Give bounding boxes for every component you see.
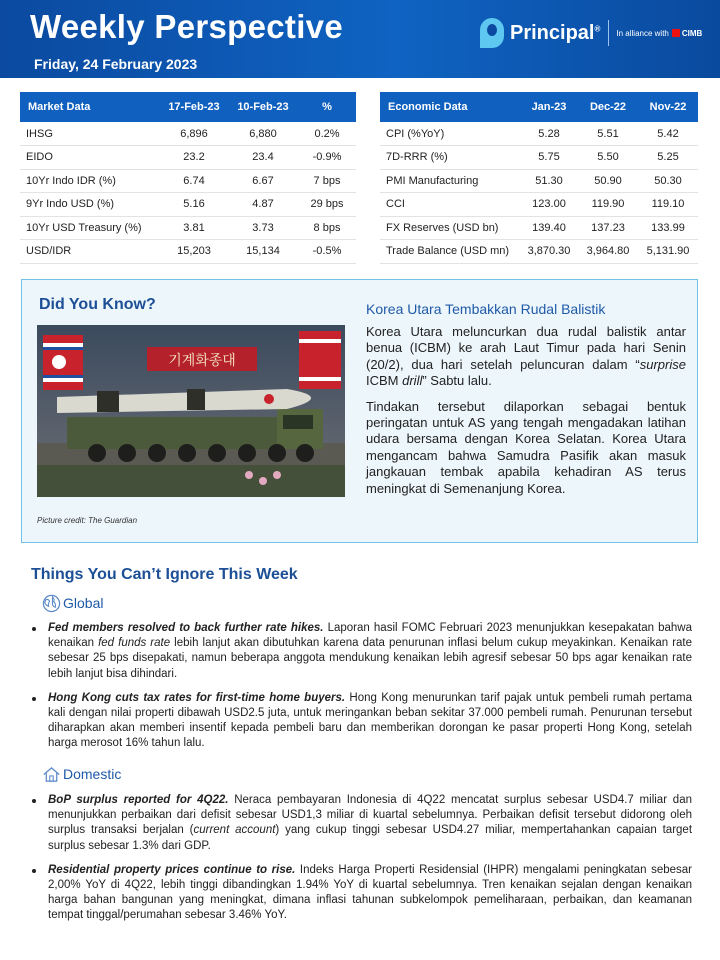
table-row xyxy=(20,216,356,240)
table-row xyxy=(20,122,356,146)
table-cell: USD/IDR xyxy=(20,240,160,264)
header-banner xyxy=(0,0,720,78)
table-cell: 133.99 xyxy=(638,216,698,240)
brand-logo-group xyxy=(480,16,702,50)
text-span: current account xyxy=(193,824,276,837)
missile-parade-illustration xyxy=(37,325,345,497)
text-span: ICBM xyxy=(366,373,403,389)
table-row xyxy=(20,240,356,264)
globe-icon xyxy=(42,594,61,613)
table-cell: 5.51 xyxy=(578,122,638,146)
table-header-cell: 10-Feb-23 xyxy=(228,92,298,122)
did-you-know-heading: Did You Know? xyxy=(39,296,156,313)
market-data-table xyxy=(20,92,356,264)
table-cell: 3.81 xyxy=(160,216,228,240)
list-item xyxy=(30,621,692,682)
list-item xyxy=(30,863,692,924)
table-cell: 5.16 xyxy=(160,193,228,217)
section-title: Things You Can’t Ignore This Week xyxy=(31,566,298,583)
news-lead: Hong Kong cuts tax rates for first-time home buyers. xyxy=(48,691,346,704)
table-cell: 5.50 xyxy=(578,146,638,170)
table-cell: 3.73 xyxy=(228,216,298,240)
category-label: Global xyxy=(63,595,104,611)
table-cell: PMI Manufacturing xyxy=(380,169,520,193)
table-cell: Trade Balance (USD mn) xyxy=(380,240,520,264)
table-cell: 23.4 xyxy=(228,146,298,170)
category-domestic xyxy=(42,764,121,784)
missile-parade-photo xyxy=(37,325,345,497)
text-span: surprise xyxy=(639,356,686,372)
table-cell: -0.5% xyxy=(298,240,356,264)
table-cell: 15,134 xyxy=(228,240,298,264)
table-header-cell: Jan-23 xyxy=(520,92,578,122)
category-global xyxy=(42,593,103,613)
principal-logo-icon xyxy=(480,18,504,48)
text-span: ) yang cukup tinggi sebesar USD4.27 miliar, mempertahankan capaian target surplus sebesar 1.3% dari GDP. xyxy=(48,824,693,852)
alliance-partner: CIMB xyxy=(681,28,703,38)
table-row xyxy=(380,169,698,193)
photo-credit: Picture credit: The Guardian xyxy=(37,516,138,525)
text-span: Korea Utara meluncurkan dua rudal balistik antar benua (ICBM) ke arah Laut Timur pada hari Senin (20/2), dua hari setelah peluncuran dalam “ xyxy=(366,324,686,372)
category-label: Domestic xyxy=(63,766,122,782)
news-lead: Residential property prices continue to rise. xyxy=(48,863,296,876)
table-row xyxy=(380,193,698,217)
did-you-know-box xyxy=(21,279,698,543)
table-cell: 0.2% xyxy=(298,122,356,146)
table-cell: 137.23 xyxy=(578,216,638,240)
article-subtitle: Korea Utara Tembakkan Rudal Balistik xyxy=(366,301,606,317)
table-row xyxy=(20,169,356,193)
table-cell: 5.75 xyxy=(520,146,578,170)
text-span: ” Sabtu lalu. xyxy=(422,373,492,389)
text-span: lebih lanjut akan dibutuhkan karena data penurunan inflasi belum cukup meyakinkan. Kenaikan rate sebesar 25 bps disepakati, namun beberapa anggota mendukung kenaikan lebih agresif sebesar 50 bps agar kenaikan rate lebih lanjut bisa dihindari. xyxy=(48,637,693,680)
table-cell: 3,964.80 xyxy=(578,240,638,264)
domestic-news-list xyxy=(30,793,692,924)
table-cell: 7 bps xyxy=(298,169,356,193)
news-lead: Fed members resolved to back further rate hikes. xyxy=(48,622,324,634)
table-cell: 5.28 xyxy=(520,122,578,146)
article-paragraph: Tindakan tersebut dilaporkan sebagai bentuk peringatan untuk AS yang tengah mengadakan latihan udara bersama dengan Korea Selatan. Korea Utara mengancam bahwa Samudra Pasifik akan masuk jangkauan tembak apabila kehadiran AS terus meningkat di Semenanjung Korea. xyxy=(366,398,686,496)
table-cell: 8 bps xyxy=(298,216,356,240)
page-title: Weekly Perspective xyxy=(30,8,343,45)
table-cell: EIDO xyxy=(20,146,160,170)
alliance-text: In alliance with xyxy=(616,28,669,38)
table-cell: IHSG xyxy=(20,122,160,146)
table-cell: -0.9% xyxy=(298,146,356,170)
table-cell: 10Yr USD Treasury (%) xyxy=(20,216,160,240)
table-cell: 6,880 xyxy=(228,122,298,146)
table-header-cell: % xyxy=(298,92,356,122)
table-cell: 50.90 xyxy=(578,169,638,193)
table-row xyxy=(380,240,698,264)
table-header-cell: Nov-22 xyxy=(638,92,698,122)
list-item xyxy=(30,793,692,854)
table-cell: 5,131.90 xyxy=(638,240,698,264)
table-row xyxy=(380,146,698,170)
table-cell: 50.30 xyxy=(638,169,698,193)
table-header-row xyxy=(380,92,698,122)
table-row xyxy=(380,122,698,146)
table-cell: 9Yr Indo USD (%) xyxy=(20,193,160,217)
cimb-logo-icon xyxy=(672,29,680,37)
table-header-cell: Market Data xyxy=(20,92,160,122)
economic-data-table xyxy=(380,92,698,264)
text-span: Indeks Harga Properti Residensial (IHPR) mengalami peningkatan sebesar 2,00% YoY di 4Q22, lebih tinggi dibandingkan 1.94% YoY di kuartal sebelumnya. Tren kenaikan sejalan dengan kenaikan harga bahan bangunan yang meningkat, dimana inflasi tahunan subkelompok pemeliharaan, perbaikan, dan keamanan tempat tinggal/perumahan sebesar 3.46% YoY. xyxy=(48,863,692,922)
table-cell: 23.2 xyxy=(160,146,228,170)
news-lead: BoP surplus reported for 4Q22. xyxy=(48,794,229,806)
table-cell: 123.00 xyxy=(520,193,578,217)
article-paragraph xyxy=(366,324,686,390)
table-cell: 119.90 xyxy=(578,193,638,217)
text-span: Neraca pembayaran Indonesia di 4Q22 mencatat surplus sebesar USD4.7 miliar dan menunjukkan perbaikan dari defisit sebesar USD1,3 miliar di kuartal sebelumnya. Perbaikan defisit tersebut didorong oleh surplus transaksi berjalan ( xyxy=(48,794,692,837)
parade-banner-text: 기계화종대 xyxy=(168,353,236,369)
table-cell: 15,203 xyxy=(160,240,228,264)
table-cell: CPI (%YoY) xyxy=(380,122,520,146)
table-cell: 5.42 xyxy=(638,122,698,146)
global-news-list xyxy=(30,621,692,752)
publication-date: Friday, 24 February 2023 xyxy=(34,56,198,72)
home-icon xyxy=(42,765,61,784)
table-header-cell: 17-Feb-23 xyxy=(160,92,228,122)
article-body xyxy=(366,324,686,497)
brand-divider xyxy=(608,20,609,46)
text-span: drill xyxy=(402,373,423,389)
text-span: Laporan hasil FOMC Februari 2023 menunjukkan kesepakatan bahwa kenaikan xyxy=(48,622,692,650)
table-row xyxy=(380,216,698,240)
table-row xyxy=(20,193,356,217)
table-cell: 10Yr Indo IDR (%) xyxy=(20,169,160,193)
table-header-cell: Dec-22 xyxy=(578,92,638,122)
list-item xyxy=(30,691,692,752)
brand-name: Principal® xyxy=(510,21,601,44)
table-cell: 51.30 xyxy=(520,169,578,193)
table-cell: FX Reserves (USD bn) xyxy=(380,216,520,240)
table-header-row xyxy=(20,92,356,122)
table-cell: 139.40 xyxy=(520,216,578,240)
table-header-cell: Economic Data xyxy=(380,92,520,122)
table-cell: 6.74 xyxy=(160,169,228,193)
table-cell: 7D-RRR (%) xyxy=(380,146,520,170)
table-row xyxy=(20,146,356,170)
text-span: Hong Kong menurunkan tarif pajak untuk pembeli rumah pertama kali dengan nilai properti dibawah USD2.5 juta, untuk meringankan beban sekitar 37.000 pembeli rumah. Penurunan tersebut diharapkan akan memberi insentif kepada pembeli baru dan memberikan dorongan ke pasar properti Hong Kong, setelah harga merosot 16% tahun lalu. xyxy=(48,691,692,750)
table-cell: 29 bps xyxy=(298,193,356,217)
table-cell: 6.67 xyxy=(228,169,298,193)
text-span: fed funds rate xyxy=(98,637,171,650)
table-cell: 4.87 xyxy=(228,193,298,217)
table-cell: 6,896 xyxy=(160,122,228,146)
table-cell: 5.25 xyxy=(638,146,698,170)
table-cell: CCI xyxy=(380,193,520,217)
table-cell: 119.10 xyxy=(638,193,698,217)
table-cell: 3,870.30 xyxy=(520,240,578,264)
